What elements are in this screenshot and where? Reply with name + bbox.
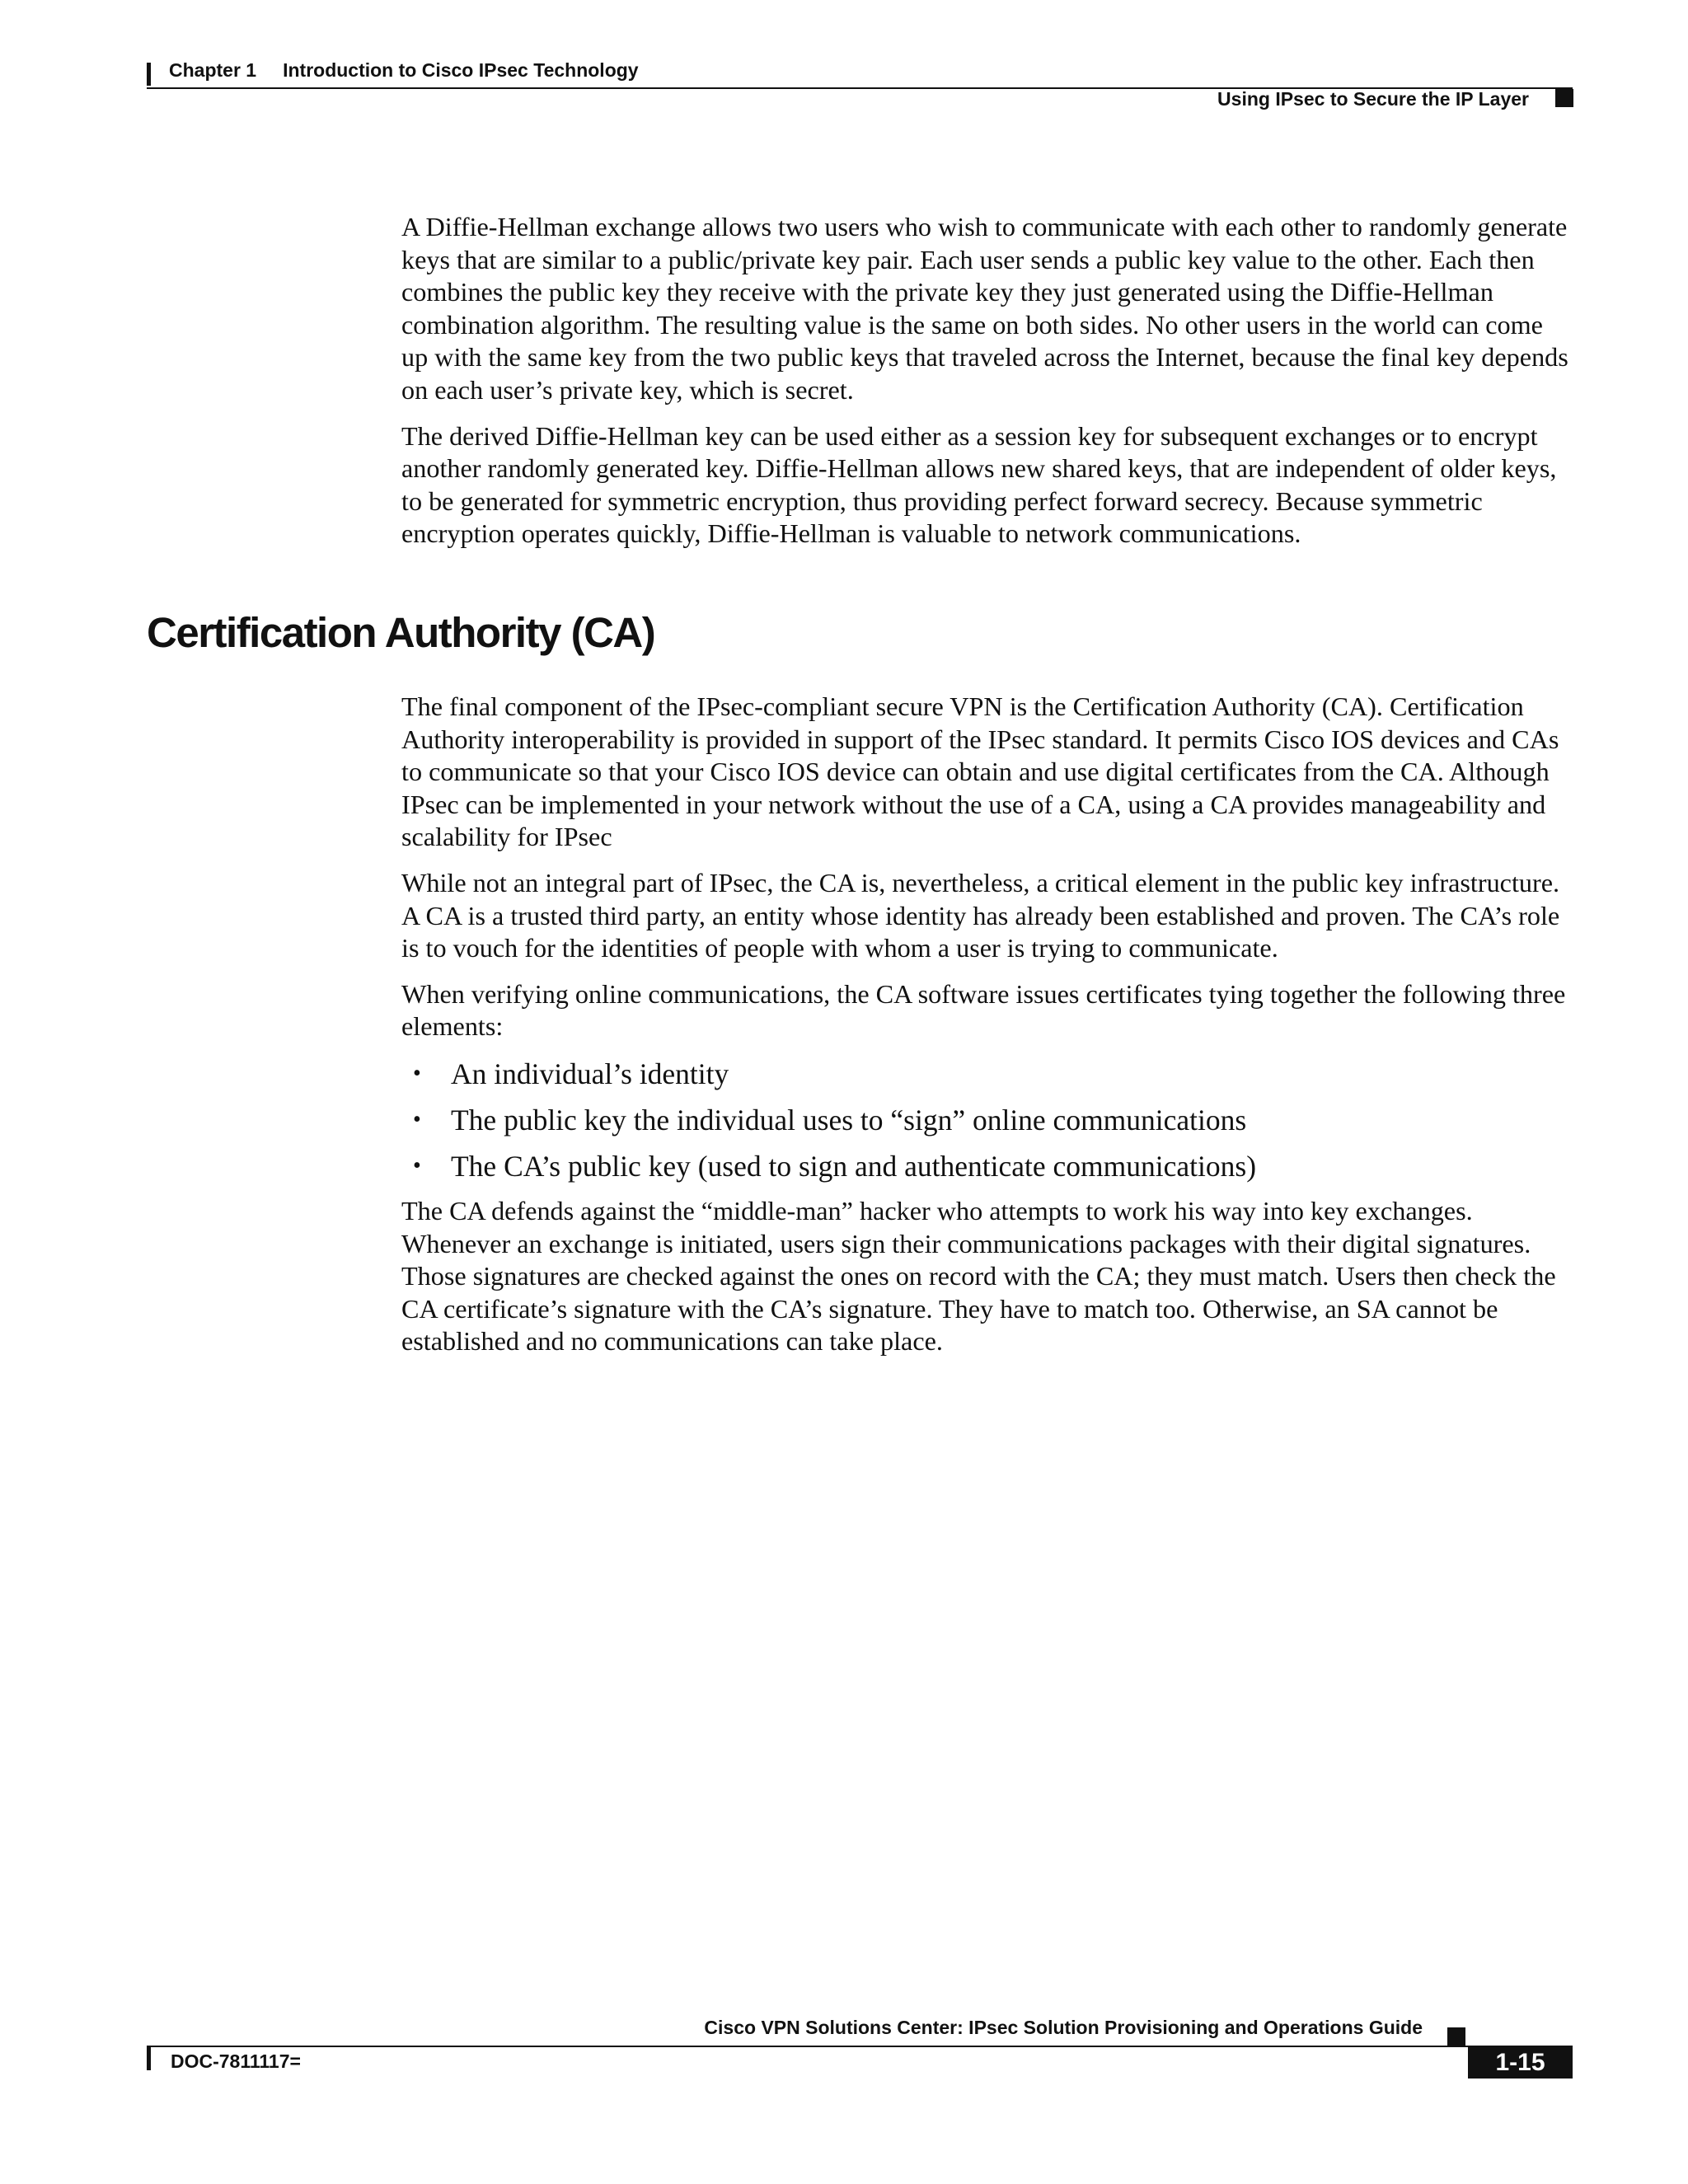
paragraph-ca-component: The final component of the IPsec-compliant secure VPN is the Certification Authority (CA). Certification Authority interoperability is provided in support of the IPsec standard. It permits Cisco IOS devices and CAs to communicate so that your Cisco IOS device can obtain and use digital certificates from the CA. Although IPsec can be implemented in your network without the use of a CA, using a CA provides manageability and scalability for IPsec xyxy=(401,691,1559,852)
paragraph-ca-elements-intro: When verifying online communications, the CA software issues certificates tying together the following three elements: xyxy=(401,978,1566,1042)
bullet-icon: • xyxy=(413,1060,421,1086)
paragraph-ca-defends: The CA defends against the “middle-man” hacker who attempts to work his way into key exchanges. Whenever an exchange is initiated, users sign their communications packages with their digital signatures. Those signatures are checked against the ones on record with the CA; they must match. Users then check the CA certificate’s signature with the CA’s signature. They have to match too. Otherwise, an SA cannot be established and no communications can take place. xyxy=(401,1195,1556,1357)
list-item-text: The public key the individual uses to “sign” online communications xyxy=(451,1103,1247,1137)
paragraph-diffie-hellman-key: The derived Diffie-Hellman key can be used either as a session key for subsequent exchanges or to encrypt another randomly generated key. Diffie-Hellman allows new shared keys, that are independent of older keys, to be generated for symmetric encryption, thus providing perfect forward secrecy. Because symmetric encryption operates quickly, Diffie-Hellman is valuable to network communications. xyxy=(401,420,1557,549)
footer-rule xyxy=(147,2046,1573,2047)
footer-marker-square xyxy=(1447,2027,1465,2046)
list-item xyxy=(401,1103,1576,1137)
footer-guide-title: Cisco VPN Solutions Center: IPsec Solution Provisioning and Operations Guide xyxy=(704,2017,1423,2038)
list-item xyxy=(401,1149,1576,1183)
list-item-text: The CA’s public key (used to sign and authenticate communications) xyxy=(451,1149,1257,1183)
bullet-icon: • xyxy=(413,1106,421,1132)
elements-list xyxy=(401,1057,1576,1183)
chapter-label: Chapter 1 xyxy=(169,59,257,81)
section-body xyxy=(401,691,1576,1371)
chapter-title: Introduction to Cisco IPsec Technology xyxy=(283,59,639,81)
list-item xyxy=(401,1057,1576,1091)
paragraph-diffie-hellman-exchange: A Diffie-Hellman exchange allows two users who wish to communicate with each other to randomly generate keys that are similar to a public/private key pair. Each user sends a public key value to the other. Each then combines the public key they receive with the private key they just generated using the Diffie-Hellman combination algorithm. The resulting value is the same on both sides. No other users in the world can come up with the same key from the two public keys that traveled across the Internet, because the final key depends on each user’s private key, which is secret. xyxy=(401,212,1568,405)
intro-text xyxy=(401,211,1576,564)
section-heading: Certification Authority (CA) xyxy=(147,609,655,656)
footer-left-bar xyxy=(147,2047,151,2070)
paragraph-ca-role: While not an integral part of IPsec, the CA is, nevertheless, a critical element in the public key infrastructure. A CA is a trusted third party, an entity whose identity has already been established and proven. The CA’s role is to vouch for the identities of people with whom a user is trying to communicate. xyxy=(401,867,1560,963)
bullet-icon: • xyxy=(413,1152,421,1179)
page-number: 1-15 xyxy=(1468,2047,1573,2079)
list-item-text: An individual’s identity xyxy=(451,1057,729,1090)
header-left-bar xyxy=(147,63,151,86)
footer-doc-number: DOC-7811117= xyxy=(171,2050,301,2072)
header-section-title: Using IPsec to Secure the IP Layer xyxy=(1217,88,1529,110)
header-marker-square xyxy=(1555,89,1573,107)
header-chapter xyxy=(169,59,639,82)
